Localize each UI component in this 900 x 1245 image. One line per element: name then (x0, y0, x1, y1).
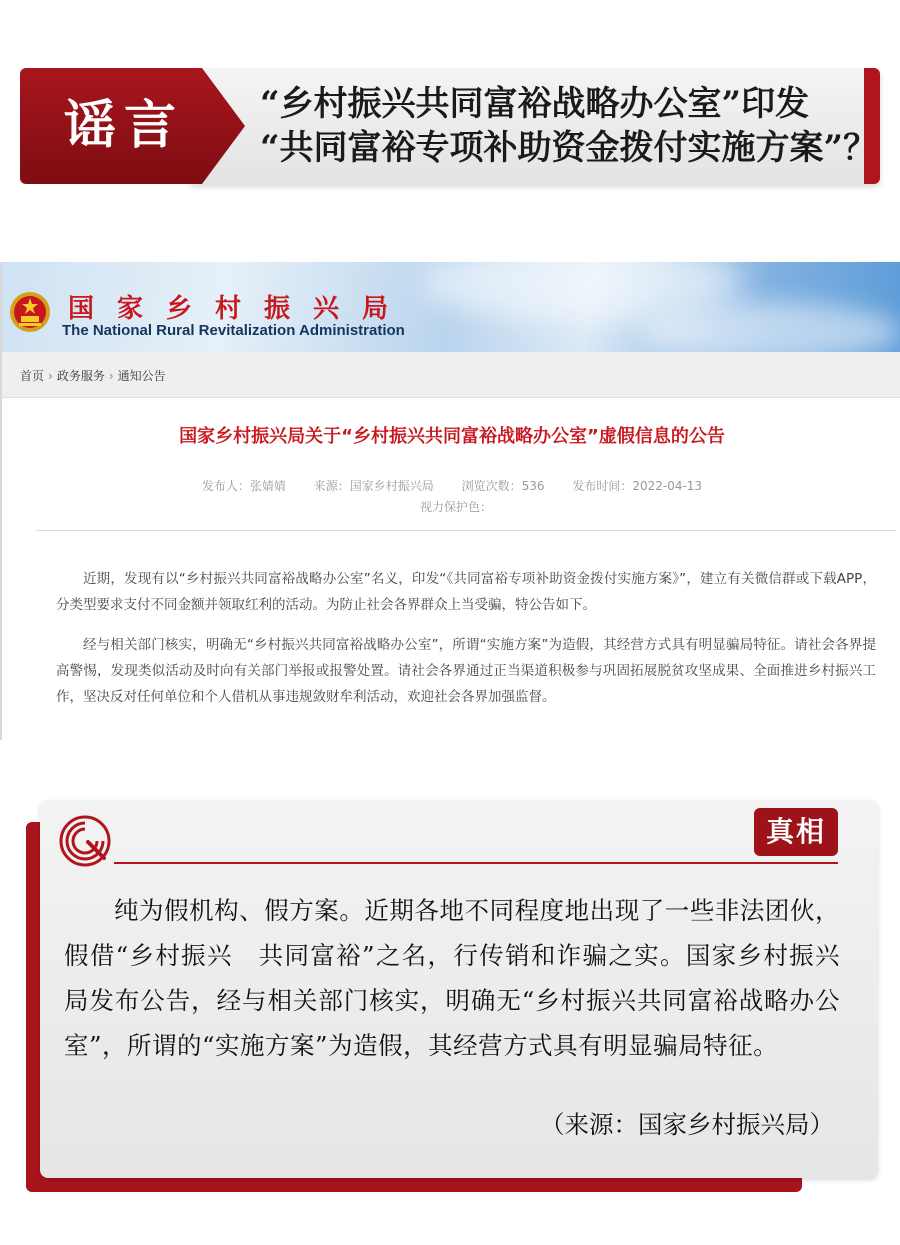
breadcrumb (2, 352, 900, 398)
rumor-banner (20, 68, 880, 184)
truth-tag: 真相 (754, 808, 838, 856)
notice-title: 国家乡村振兴局关于“乡村振兴共同富裕战略办公室”虚假信息的公告 (179, 426, 725, 447)
rumor-tag-label: 谣言 (64, 95, 185, 156)
truth-source: （来源：国家乡村振兴局） (540, 1110, 834, 1139)
breadcrumb-home[interactable]: 首页 (20, 369, 45, 383)
org-name-cn: 国家乡村振兴局 (68, 294, 412, 324)
meta-date: 发布时间：2022-04-13 (572, 479, 703, 493)
chevron-right-icon: › (48, 369, 53, 383)
eye-protect-color-label[interactable]: 视力保护色： (420, 500, 493, 514)
truth-divider (114, 862, 838, 864)
chevron-right-icon: › (108, 369, 114, 383)
breadcrumb-items (20, 367, 166, 384)
notice-meta (2, 477, 900, 494)
notice-paragraph-2: 经与相关部门核实，明确无“乡村振兴共同富裕战略办公室”，所谓“实施方案”为造假，其经营方式具有明显骗局特征。请社会各界提高警惕，发现类似活动及时向有关部门举报或报警处置。请社会各界通过正当渠道积极参与巩固拓展脱贫攻坚成果、全面推进乡村振兴工作，坚决反对任何单位和个人借机从事违规敛财牟利活动，欢迎社会各界加强监督。 (56, 637, 876, 705)
truth-text: 纯为假机构、假方案。近期各地不同程度地出现了一些非法团伙，假借“乡村振兴 共同富裕”之名，行传销和诈骗之实。国家乡村振兴局发布公告，经与相关部门核实，明确无“乡村振兴共同富裕战略办公室”，所谓的“实施方案”为造假，其经营方式具有明显骗局特征。 (64, 896, 840, 1060)
divider (36, 530, 896, 531)
site-header (2, 262, 900, 352)
notice-paragraph-1: 近期，发现有以“乡村振兴共同富裕战略办公室”名义，印发“《共同富裕专项补助资金拨付实施方案》”，建立有关微信群或下载APP，分类型要求支付不同金额并领取红利的活动。为防止社会各界群众上当受骗，特公告如下。 (56, 571, 876, 613)
rumor-title (260, 82, 880, 170)
meta-views: 浏览次数：536 (461, 479, 545, 493)
header-cloud (642, 302, 900, 352)
breadcrumb-notices[interactable]: 通知公告 (117, 369, 166, 383)
fact-check-logo-icon (58, 814, 112, 868)
meta-source: 来源：国家乡村振兴局 (313, 479, 434, 493)
breadcrumb-services[interactable]: 政务服务 (56, 369, 105, 383)
rumor-title-line1: “乡村振兴共同富裕战略办公室”印发 (260, 84, 810, 124)
org-name-en: The National Rural Revitalization Administration (62, 322, 405, 339)
national-emblem-icon (8, 290, 52, 334)
rumor-title-line2: “共同富裕专项补助资金拨付实施方案”？ (260, 128, 878, 168)
meta-publisher: 发布人：张婧婧 (201, 479, 286, 493)
website-screenshot (0, 262, 900, 740)
